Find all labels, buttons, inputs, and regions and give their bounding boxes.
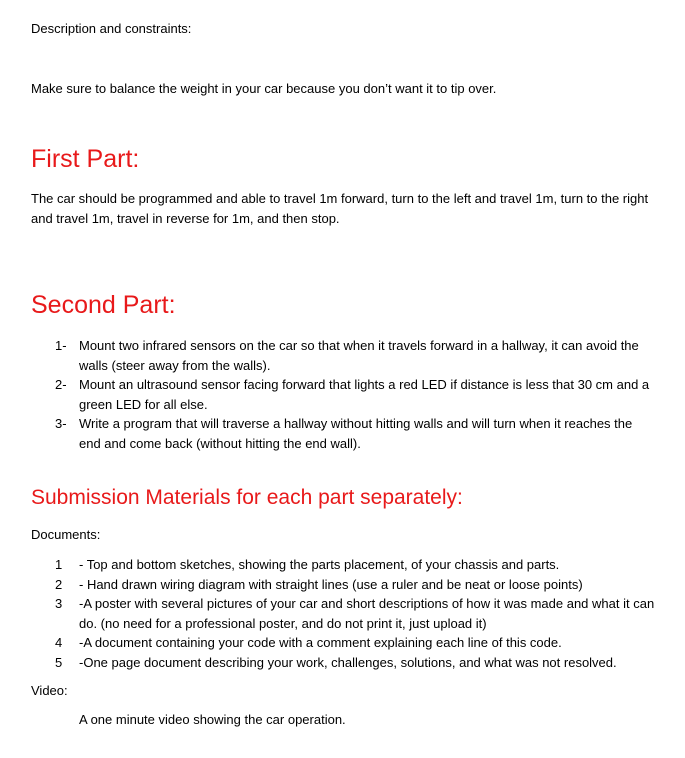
list-item-text: Mount an ultrasound sensor facing forward that lights a red LED if distance is less that 30 cm and a green LED for all else. <box>79 377 650 412</box>
list-item-number: 5 <box>55 654 63 670</box>
list-item-number: 1 <box>55 557 63 572</box>
list-item-number: 1- <box>55 338 67 353</box>
list-item <box>0 575 655 595</box>
list-item <box>0 414 655 453</box>
second-part-title: Second Part: <box>31 291 176 319</box>
list-item-text: -A poster with several pictures of your car and short descriptions of how it was made and what it can do. (no need for a professional poster, and do not print it, just upload it) <box>79 596 655 631</box>
list-item-text: -A document containing your code with a comment explaining each line of this code. <box>79 635 562 650</box>
video-label: Video: <box>31 683 68 698</box>
list-item <box>0 555 655 575</box>
list-item <box>0 375 655 414</box>
list-item-number: 3- <box>55 416 67 431</box>
list-item-text: Mount two infrared sensors on the car so that when it travels forward in a hallway, it can avoid the walls (steer away from the walls). <box>79 338 639 373</box>
documents-list <box>0 555 685 672</box>
description-heading: Description and constraints: <box>31 21 192 36</box>
list-item-number: 3 <box>55 596 63 611</box>
list-item-text: Write a program that will traverse a hallway without hitting walls and will turn when it reaches the end and come back (without hitting the end wall). <box>79 416 633 451</box>
description-text: Make sure to balance the weight in your car because you don’t want it to tip over. <box>31 81 497 96</box>
list-item-number: 4 <box>55 635 63 650</box>
list-item <box>0 633 655 653</box>
documents-label: Documents: <box>31 527 101 542</box>
list-item-text: -One page document describing your work, challenges, solutions, and what was not resolved. <box>79 654 617 670</box>
submission-title: Submission Materials for each part separately: <box>31 486 463 509</box>
video-text: A one minute video showing the car operation. <box>79 712 346 727</box>
first-part-text: The car should be programmed and able to travel 1m forward, turn to the left and travel 1m, turn to the right and travel 1m, travel in reverse for 1m, and then stop. <box>31 191 649 226</box>
list-item-text: - Top and bottom sketches, showing the parts placement, of your chassis and parts. <box>79 557 560 572</box>
list-item <box>0 594 655 633</box>
list-item-number: 2 <box>55 576 63 592</box>
list-item <box>0 653 655 673</box>
list-item-number: 2- <box>55 377 67 392</box>
first-part-title: First Part: <box>31 145 140 173</box>
list-item <box>0 336 655 375</box>
list-item-text: - Hand drawn wiring diagram with straight lines (use a ruler and be neat or loose points) <box>79 576 583 592</box>
second-part-list <box>0 336 685 453</box>
